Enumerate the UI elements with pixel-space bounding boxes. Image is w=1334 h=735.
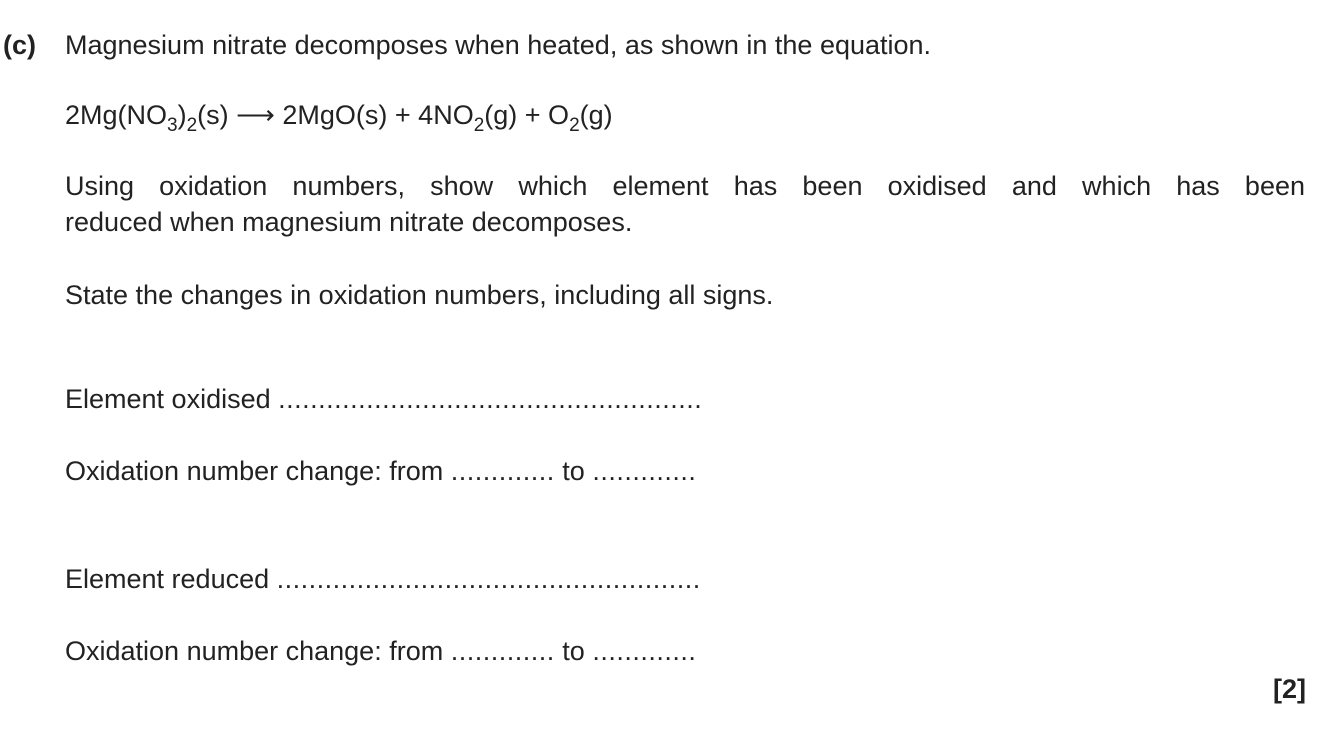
element-oxidised-answer-line[interactable]: ..................................................... xyxy=(278,384,703,414)
reduced-change-row xyxy=(65,636,696,667)
element-reduced-answer-line[interactable]: ..................................................... xyxy=(276,564,701,594)
oxidised-from-answer-line[interactable]: ............. xyxy=(450,456,555,486)
equation-products: $2MgO(s) + 4NO_2(g) + O_2(g)$ xyxy=(282,100,613,136)
question-intro: Magnesium nitrate decomposes when heated, as shown in the equation. xyxy=(65,30,932,60)
instruction-signs: State the changes in oxidation numbers, including all signs. xyxy=(65,280,774,310)
part-label: (c) xyxy=(3,30,36,60)
oxidised-change-label: Oxidation number change: from xyxy=(65,456,444,486)
instruction-paragraph xyxy=(65,168,1305,240)
instruction-line-1: Using oxidation numbers, show which element has been oxidised and which has been xyxy=(65,171,1305,201)
reduced-from-answer-line[interactable]: ............. xyxy=(450,636,555,666)
reaction-arrow-icon: ⟶ xyxy=(236,100,275,130)
oxidised-to-answer-line[interactable]: ............. xyxy=(592,456,697,486)
marks-indicator: [2] xyxy=(1273,674,1306,704)
chemical-equation xyxy=(65,100,613,136)
oxidised-to-label: to xyxy=(562,456,585,486)
reduced-to-answer-line[interactable]: ............. xyxy=(592,636,697,666)
reduced-to-label: to xyxy=(562,636,585,666)
instruction-line-2: reduced when magnesium nitrate decomposes. xyxy=(65,207,633,237)
oxidised-change-row xyxy=(65,456,696,487)
element-oxidised-row xyxy=(65,384,702,415)
element-oxidised-label: Element oxidised xyxy=(65,384,271,414)
reduced-change-label: Oxidation number change: from xyxy=(65,636,444,666)
equation-reactant: $2Mg(NO_3)_2(s)$ xyxy=(65,100,229,136)
element-reduced-row xyxy=(65,564,701,595)
element-reduced-label: Element reduced xyxy=(65,564,270,594)
